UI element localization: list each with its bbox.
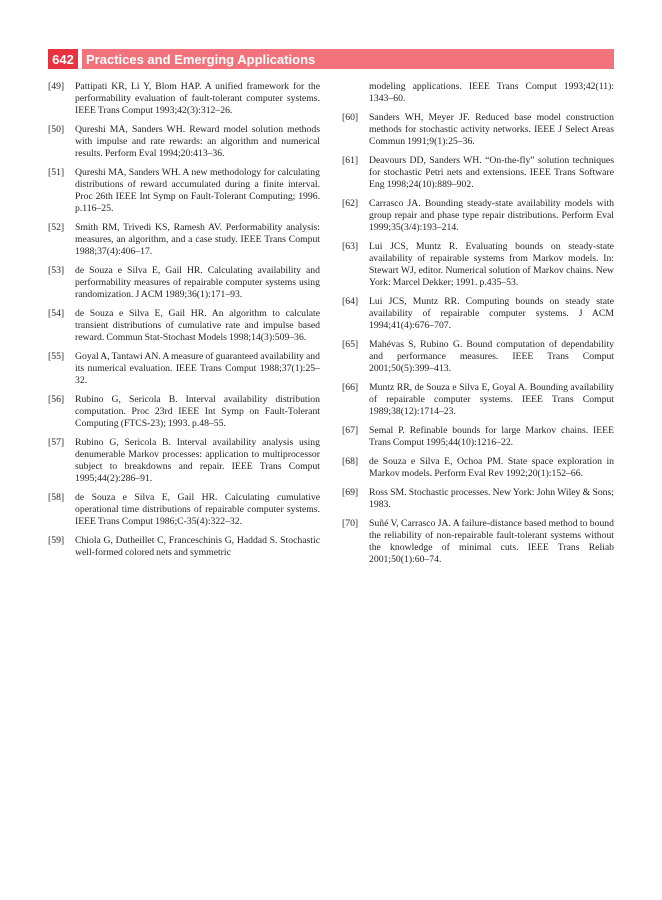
reference-text: Mahévas S, Rubino G. Bound computation of dependability and performance measures. IEEE Trans Comput 2001;50(5):399–413. — [369, 339, 614, 374]
reference-number: [57] — [48, 437, 65, 448]
reference-item — [48, 222, 320, 258]
reference-text: Pattipati KR, Li Y, Blom HAP. A unified framework for the performability evaluation of fault-tolerant computer systems. IEEE Trans Comput 1993;42(3):312–26. — [75, 81, 320, 116]
reference-text: de Souza e Silva E, Ochoa PM. State space exploration in Markov models. Perform Eval Rev 1992;20(1):152–66. — [369, 456, 614, 479]
reference-number: [68] — [342, 456, 359, 467]
reference-text: Qureshi MA, Sanders WH. Reward model solution methods with impulse and rate rewards: an algorithm and numerical results. Perform Eval 1994;20:413–36. — [75, 124, 320, 159]
reference-text: Carrasco JA. Bounding steady-state availability models with group repair and phase type repair distributions. Perform Eval 1999;35(3/4):193–214. — [369, 198, 614, 233]
reference-number: [58] — [48, 492, 65, 503]
reference-text: Lui JCS, Muntz RR. Computing bounds on steady state availability of repairable computer systems. J ACM 1994;41(4):676–707. — [369, 296, 614, 331]
reference-number: [55] — [48, 351, 65, 362]
reference-continuation: modeling applications. IEEE Trans Comput 1993;42(11): 1343–60. — [369, 81, 614, 104]
reference-text: Smith RM, Trivedi KS, Ramesh AV. Performability analysis: measures, an algorithm, and a case study. IEEE Trans Comput 1988;37(4):406–17. — [75, 222, 320, 257]
reference-item — [48, 492, 320, 528]
reference-item — [48, 167, 320, 215]
reference-item — [342, 456, 614, 480]
reference-number: [69] — [342, 487, 359, 498]
reference-number: [62] — [342, 198, 359, 209]
reference-number: [70] — [342, 518, 359, 529]
reference-item — [48, 124, 320, 160]
reference-text: Suñé V, Carrasco JA. A failure-distance based method to bound the reliability of non-repairable fault-tolerant systems without the knowledge of minimal cuts. IEEE Trans Reliab 2001;50(1):60–74. — [369, 518, 614, 565]
reference-item — [342, 198, 614, 234]
reference-text: de Souza e Silva E, Gail HR. Calculating availability and performability measures of repairable computer systems using randomization. J ACM 1989;36(1):171–93. — [75, 265, 320, 300]
reference-item — [342, 241, 614, 289]
reference-number: [53] — [48, 265, 65, 276]
reference-number: [65] — [342, 339, 359, 350]
reference-text: de Souza e Silva E, Gail HR. Calculating cumulative operational time distributions of repairable computer systems. IEEE Trans Comput 1986;C-35(4):322–32. — [75, 492, 320, 527]
reference-item — [342, 155, 614, 191]
page-number: 642 — [48, 49, 78, 69]
running-title: Practices and Emerging Applications — [82, 49, 614, 69]
reference-number: [66] — [342, 382, 359, 393]
reference-item — [342, 487, 614, 511]
reference-text: Sanders WH, Meyer JF. Reduced base model construction methods for stochastic activity networks. IEEE J Select Areas Commun 1991;9(1):25–36. — [369, 112, 614, 147]
reference-number: [61] — [342, 155, 359, 166]
reference-item — [48, 394, 320, 430]
reference-number: [54] — [48, 308, 65, 319]
reference-number: [63] — [342, 241, 359, 252]
reference-item — [342, 425, 614, 449]
reference-text: Semal P. Refinable bounds for large Markov chains. IEEE Trans Comput 1995;44(10):1216–22. — [369, 425, 614, 448]
reference-item — [342, 112, 614, 148]
reference-number: [51] — [48, 167, 65, 178]
reference-item — [48, 535, 320, 559]
reference-number: [64] — [342, 296, 359, 307]
reference-text: de Souza e Silva E, Gail HR. An algorithm to calculate transient distributions of cumulative rate and impulse based reward. Commun Stat-Stochast Models 1998;14(3):509–36. — [75, 308, 320, 343]
reference-number: [60] — [342, 112, 359, 123]
reference-text: Muntz RR, de Souza e Silva E, Goyal A. Bounding availability of repairable computer systems. IEEE Trans Comput 1989;38(12):1714–23. — [369, 382, 614, 417]
reference-number: [49] — [48, 81, 65, 92]
reference-item — [48, 81, 320, 117]
reference-item — [342, 382, 614, 418]
reference-text: Goyal A, Tantawi AN. A measure of guaranteed availability and its numerical evaluation. IEEE Trans Comput 1988;37(1):25–32. — [75, 351, 320, 386]
reference-text: Deavours DD, Sanders WH. “On-the-fly” solution techniques for stochastic Petri nets and extensions. IEEE Trans Software Eng 1998;24(10):889–902. — [369, 155, 614, 190]
reference-text: Qureshi MA, Sanders WH. A new methodology for calculating distributions of reward accumulated during a finite interval. Proc 26th IEEE Int Symp on Fault-Tolerant Computing; 1996. p.116–25. — [75, 167, 320, 214]
reference-text: Chiola G, Dutheillet C, Franceschinis G, Haddad S. Stochastic well-formed colored nets and symmetric — [75, 535, 320, 558]
reference-text: Lui JCS, Muntz R. Evaluating bounds on steady-state availability of repairable systems from Markov models. In: Stewart WJ, editor. Numerical solution of Markov chains. New York: Marcel Dekker; 1991. p.435–53. — [369, 241, 614, 288]
reference-item — [48, 308, 320, 344]
reference-text: Rubino G, Sericola B. Interval availability analysis using denumerable Markov processes: application to multiprocessor subject to breakdowns and repair. IEEE Trans Comput 1995;44(2):286–91. — [75, 437, 320, 484]
reference-text: Ross SM. Stochastic processes. New York: John Wiley & Sons; 1983. — [369, 487, 614, 510]
reference-item — [48, 265, 320, 301]
references-column-right — [342, 81, 614, 573]
reference-item — [342, 339, 614, 375]
running-header — [48, 49, 614, 69]
references-column-left — [48, 81, 320, 566]
reference-item — [342, 296, 614, 332]
reference-number: [56] — [48, 394, 65, 405]
reference-item — [342, 518, 614, 566]
reference-number: [59] — [48, 535, 65, 546]
reference-number: [67] — [342, 425, 359, 436]
reference-number: [50] — [48, 124, 65, 135]
reference-item — [48, 437, 320, 485]
reference-item — [48, 351, 320, 387]
reference-text: Rubino G, Sericola B. Interval availability distribution computation. Proc 23rd IEEE Int Symp on Fault-Tolerant Computing (FTCS-23); 1993. p.48–55. — [75, 394, 320, 429]
reference-number: [52] — [48, 222, 65, 233]
